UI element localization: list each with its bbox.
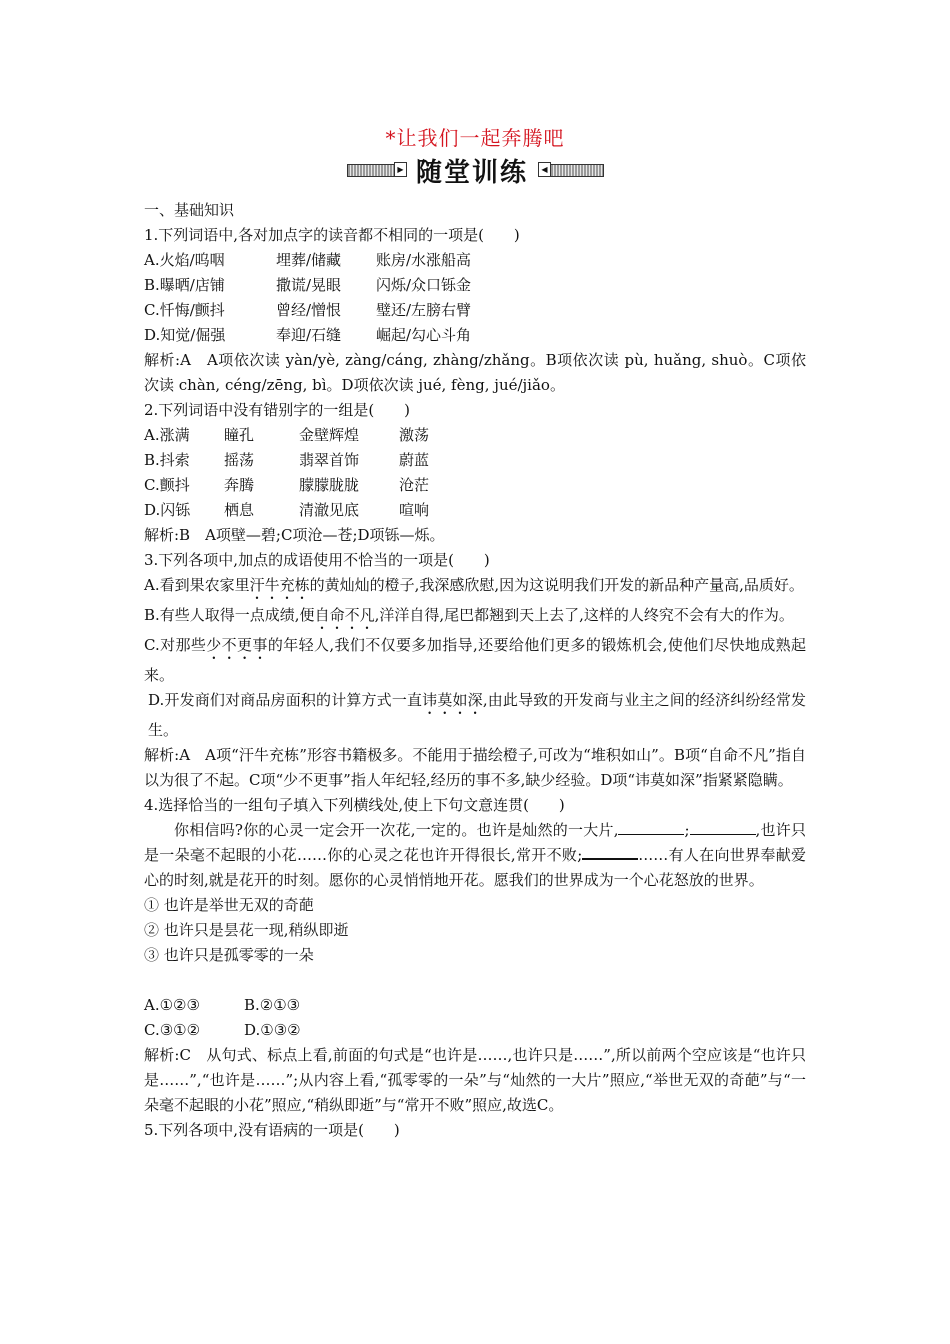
banner-right-bar <box>550 164 604 177</box>
q3-option-d: D.开发商们对商品房面积的计算方式一直讳莫如深,由此导致的开发商与业主之间的经济纠纷经常发生。 <box>148 691 806 739</box>
q4-passage: 你相信吗?你的心灵一定会开一次花,一定的。也许是灿然的一大片, ; ,也许只是一朵毫不起眼的小花……你的心灵之花也许开得很长,常开不败; ……有人在向世界奉献爱心的时刻,就是花开的时刻。愿你的心灵悄悄地开花。愿我们的世界成为一个心花怒放的世界。 <box>144 821 806 889</box>
q1-option-a: A.火焰/呜咽 埋葬/储藏 账房/水涨船高 <box>144 251 472 269</box>
section-heading: 一、基础知识 <box>144 201 235 219</box>
q1-option-c: C.忏悔/颤抖 曾经/憎恨 璧还/左膀右臂 <box>144 301 472 319</box>
q1-option-b: B.曝晒/店铺 撒谎/晃眼 闪烁/众口铄金 <box>144 276 472 294</box>
q2-option-a: A.涨满 瞳孔 金壁辉煌 激荡 <box>144 426 430 444</box>
q3-option-c: C.对那些少不更事的年轻人,我们不仅要多加指导,还要给他们更多的锻炼机会,使他们尽快地成熟起来。 <box>144 636 806 684</box>
fill-blank-2[interactable] <box>690 820 756 835</box>
q3-stem: 3.下列各项中,加点的成语使用不恰当的一项是( ) <box>144 551 490 569</box>
dotted-idiom: 自命不凡 <box>314 606 375 624</box>
fill-blank-1[interactable] <box>618 820 684 835</box>
banner-left-bar <box>347 164 395 177</box>
q4-analysis: 解析:C 从句式、标点上看,前面的句式是“也许是……,也许只是……”,所以前两个空应该是“也许只是……”,“也许是……”;从内容上看,“孤零零的一朵”与“灿然的一大片”照应,“举世无双的奇葩”与“一朵毫不起眼的小花”照应,“稍纵即逝”与“常开不败”照应,故选C。 <box>144 1046 806 1114</box>
q2-analysis: 解析:B A项壁—碧;C项沧—苍;D项铄—烁。 <box>144 526 445 544</box>
q3-option-a: A.看到果农家里汗牛充栋的黄灿灿的橙子,我深感欣慰,因为这说明我们开发的新品种产量高,品质好。 <box>144 576 804 594</box>
dotted-idiom: 少不更事 <box>206 636 268 654</box>
q4-item-3: ③ 也许只是孤零零的一朵 <box>144 946 314 964</box>
q4-choices-cd: C.③①② D.①③② <box>144 1021 301 1039</box>
q4-choices-ab: A.①②③ B.②①③ <box>144 996 301 1014</box>
banner-title: 随堂训练 <box>415 158 528 188</box>
play-left-icon: ◀ <box>538 162 551 177</box>
q3-option-b: B.有些人取得一点成绩,便自命不凡,洋洋自得,尾巴都翘到天上去了,这样的人终究不会有大的作为。 <box>144 606 794 624</box>
fill-blank-3[interactable] <box>582 849 638 860</box>
section-banner <box>347 155 603 188</box>
dotted-idiom: 汗牛充栋 <box>249 576 310 594</box>
q1-stem: 1.下列词语中,各对加点字的读音都不相同的一项是( ) <box>144 226 520 244</box>
play-right-icon: ▶ <box>394 162 407 177</box>
lesson-title: *让我们一起奔腾吧 <box>385 126 565 150</box>
q2-option-c: C.颤抖 奔腾 朦朦胧胧 沧茫 <box>144 476 430 494</box>
q1-analysis: 解析:A A项依次读 yàn/yè, zàng/cáng, zhàng/zhǎng。B项依次读 pù, huǎng, shuò。C项依次读 chàn, céng/zēng, bì。D项依次读 jué, fèng, jué/jiǎo。 <box>144 351 806 394</box>
q4-item-1: ① 也许是举世无双的奇葩 <box>144 896 314 914</box>
dotted-idiom: 讳莫如深 <box>422 691 483 709</box>
q1-option-d: D.知觉/倔强 奉迎/石缝 崛起/勾心斗角 <box>144 326 472 344</box>
q4-item-2: ② 也许只是昙花一现,稍纵即逝 <box>144 921 349 939</box>
q2-option-b: B.抖索 摇荡 翡翠首饰 蔚蓝 <box>144 451 430 469</box>
q4-stem: 4.选择恰当的一组句子填入下列横线处,使上下句文意连贯( ) <box>144 796 565 814</box>
q2-option-d: D.闪铄 栖息 清澈见底 喧响 <box>144 501 430 519</box>
q2-stem: 2.下列词语中没有错别字的一组是( ) <box>144 401 411 419</box>
content <box>144 198 806 1143</box>
q3-analysis: 解析:A A项“汗牛充栋”形容书籍极多。不能用于描绘橙子,可改为“堆积如山”。B项“自命不凡”指自以为很了不起。C项“少不更事”指人年纪轻,经历的事不多,缺少经验。D项“讳莫如深”指紧紧隐瞒。 <box>144 746 806 789</box>
q5-stem: 5.下列各项中,没有语病的一项是( ) <box>144 1121 400 1139</box>
